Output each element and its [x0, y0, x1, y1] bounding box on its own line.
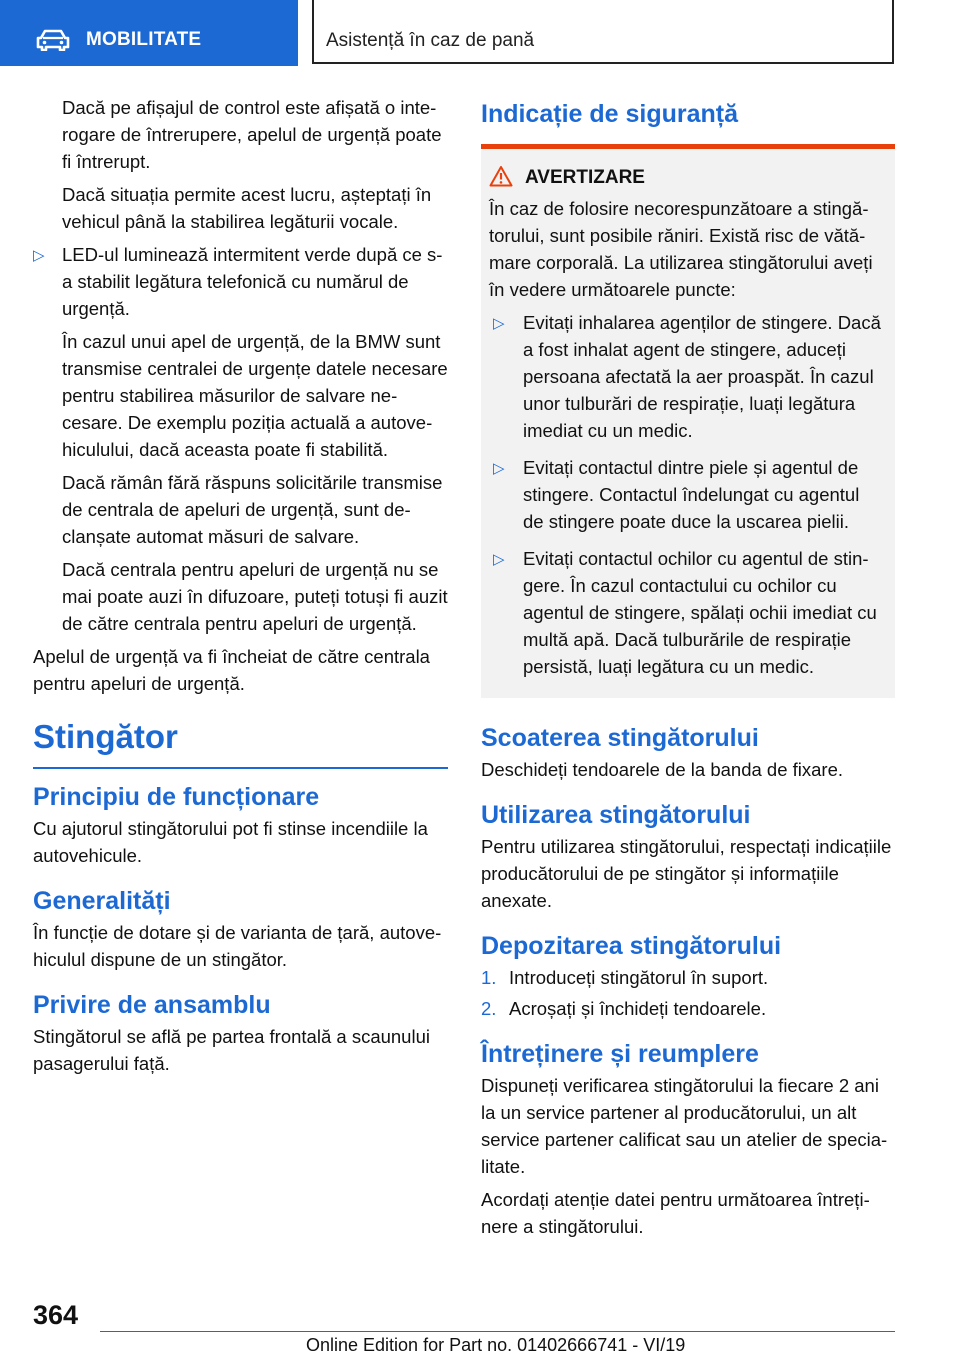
triangle-bullet-icon: ▷: [493, 460, 505, 477]
edition-note: Online Edition for Part no. 01402666741 - VI/19: [306, 1335, 686, 1355]
numbered-step: [481, 995, 895, 1022]
subsection-title: Depozitarea stingătorului: [481, 932, 782, 960]
warning-label: AVERTIZARE: [525, 167, 645, 188]
subsection-title: Privire de ansamblu: [33, 991, 271, 1019]
section-divider: [33, 767, 448, 769]
paragraph: Apelul de urgență va fi încheiat de către centrala pentru apeluri de urgență.: [33, 646, 430, 694]
triangle-bullet-icon: ▷: [493, 551, 505, 568]
paragraph: În funcție de dotare și de varianta de țară, autovehiculul dispune de un stingător.: [33, 922, 442, 970]
paragraph: Dacă pe afișajul de control este afișată o interogare de întrerupere, apelul de urgență poate fi întrerupt.: [62, 97, 442, 172]
footer-divider: [100, 1331, 895, 1332]
warning-item: [493, 309, 895, 444]
safety-title: Indicație de siguranță: [481, 100, 739, 128]
step-text: Introduceți stingătorul în suport.: [509, 967, 769, 988]
page-header: [0, 0, 960, 66]
warning-text: În caz de folosire necorespunzătoare a stingătorului, sunt posibile răniri. Există risc de vătămare corporală. La utilizarea stingătorului aveți în vedere următoarele puncte:: [489, 198, 873, 300]
left-column: [33, 94, 448, 1083]
warning-box: [481, 144, 895, 698]
subsection-title: Scoaterea stingătorului: [481, 724, 759, 752]
section-title: Stingător: [33, 718, 178, 755]
car-icon: [36, 29, 70, 51]
category-tab: [0, 0, 298, 66]
paragraph: Dacă situația permite acest lucru, așteptați în vehicul până la stabilirea legăturii vocale.: [62, 184, 432, 232]
warning-item: [493, 545, 895, 680]
paragraph: Dacă centrala pentru apeluri de urgență nu se mai poate auzi în difuzoare, puteți totuși fi auzit de către centrala pentru apeluri de urgență.: [62, 559, 448, 634]
triangle-bullet-icon: ▷: [493, 315, 505, 332]
step-number: 1.: [481, 967, 497, 988]
right-column: [481, 94, 895, 1246]
chapter-title: Asistență în caz de pană: [326, 30, 535, 51]
list-item-text: LED-ul luminează intermitent verde după ce s-a stabilit legătura telefonică cu numărul de urgență.: [62, 244, 443, 319]
step-number: 2.: [481, 998, 497, 1019]
category-label: MOBILITATE: [86, 29, 202, 50]
paragraph: Cu ajutorul stingătorului pot fi stinse incendiile la autovehicule.: [33, 818, 428, 866]
warning-triangle-icon: [489, 165, 513, 187]
paragraph: Dacă rămân fără răspuns solicitările transmise de centrala de apeluri de urgență, sunt declanșate automat măsuri de salvare.: [62, 472, 443, 547]
subsection-title: Generalități: [33, 887, 171, 915]
paragraph: Dispuneți verificarea stingătorului la fiecare 2 ani la un service partener al producătorului, un alt service partener calificat sau un atelier de specialitate.: [481, 1075, 888, 1177]
paragraph: Deschideți tendoarele de la banda de fixare.: [481, 759, 844, 780]
warning-item: [493, 454, 895, 535]
warning-item-text: Evitați contactul ochilor cu agentul de stingere. În cazul contactului cu ochilor cu agentul de stingere, spălați ochii imediat cu multă apă. Dacă tulburările de respirație persistă, luați legătura cu un medic.: [523, 548, 877, 677]
paragraph: Stingătorul se află pe partea frontală a scaunului pasagerului față.: [33, 1026, 430, 1074]
paragraph: Acordați atenție datei pentru următoarea întreținere a stingătorului.: [481, 1189, 870, 1237]
paragraph: Pentru utilizarea stingătorului, respectați indicațiile producătorului de pe stingător și informațiile anexate.: [481, 836, 892, 911]
triangle-bullet-icon: ▷: [33, 247, 45, 264]
warning-item-text: Evitați contactul dintre piele și agentul de stingere. Contactul îndelungat cu agentul de stingere poate duce la uscarea pielii.: [523, 457, 860, 532]
numbered-step: [481, 964, 895, 991]
subsection-title: Întreținere și reumplere: [481, 1040, 759, 1068]
warning-item-text: Evitați inhalarea agenților de stingere. Dacă a fost inhalat agent de stingere, aduceți persoana afectată la aer proaspăt. În cazul unor tulburări de respirație, luați legătura imediat cu un medic.: [523, 312, 881, 441]
paragraph: În cazul unui apel de urgență, de la BMW sunt transmise centralei de urgențe datele necesare pentru stabilirea măsurilor de salvare necesare. De exemplu poziția actuală a autovehiculului, dacă aceasta poate fi stabilită.: [62, 331, 448, 460]
subsection-title: Principiu de funcționare: [33, 783, 320, 811]
list-item: [33, 241, 448, 322]
page-number: 364: [33, 1300, 79, 1330]
step-text: Acroșați și închideți tendoarele.: [509, 998, 767, 1019]
warning-header: [481, 163, 895, 193]
subsection-title: Utilizarea stingătorului: [481, 801, 751, 829]
